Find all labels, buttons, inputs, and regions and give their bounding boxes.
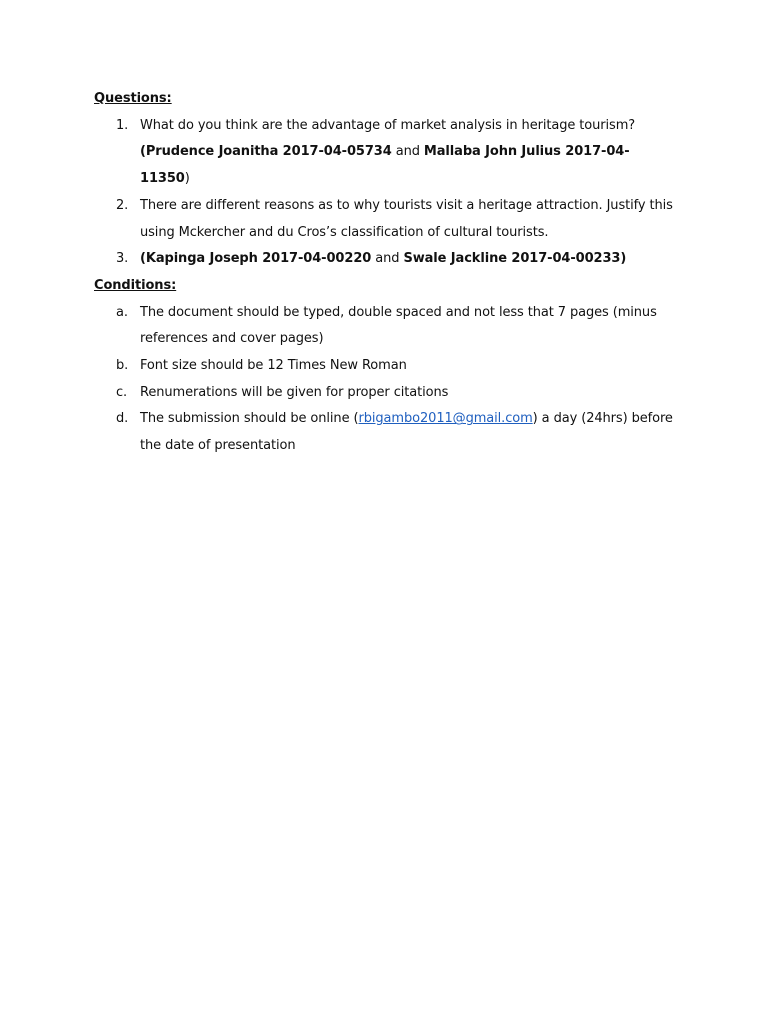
condition-item-d xyxy=(94,406,674,459)
list-marker: 2. xyxy=(116,197,129,213)
author-name: (Kapinga Joseph 2017-04-00220 xyxy=(140,251,372,267)
conditions-heading: Conditions: xyxy=(94,277,177,293)
question-item-1 xyxy=(94,113,674,193)
question-text: There are different reasons as to why tourists visit a heritage attraction. Justify this using Mckercher and du Cros’s classification of cultural tourists. xyxy=(140,197,673,240)
list-marker: c. xyxy=(116,384,128,400)
list-marker: b. xyxy=(116,358,129,374)
condition-text: ) a day (24hrs) before the date of presentation xyxy=(140,411,673,454)
author-name: Prudence Joanitha 2017-04-05734 xyxy=(145,144,392,160)
question-item-3 xyxy=(94,246,674,273)
conditions-list xyxy=(94,300,674,460)
question-item-2 xyxy=(94,193,674,246)
condition-text: The submission should be online ( xyxy=(140,411,359,427)
condition-text: The document should be typed, double spaced and not less that 7 pages (minus references and cover pages) xyxy=(140,304,657,347)
authors-joiner: and xyxy=(391,144,424,160)
questions-list xyxy=(94,113,674,273)
condition-text: Renumerations will be given for proper citations xyxy=(140,384,449,400)
question-text: What do you think are the advantage of market analysis in heritage tourism? xyxy=(140,117,636,133)
list-marker: d. xyxy=(116,411,129,427)
condition-item-b xyxy=(94,353,674,380)
author-name: Swale Jackline 2017-04-00233) xyxy=(403,251,627,267)
condition-item-a xyxy=(94,300,674,353)
authors-close: ) xyxy=(184,171,190,187)
condition-item-c xyxy=(94,380,674,407)
condition-text: Font size should be 12 Times New Roman xyxy=(140,358,407,374)
authors-joiner: and xyxy=(371,251,404,267)
list-marker: 3. xyxy=(116,251,129,267)
author-name: Mallaba John Julius 2017-04-11350 xyxy=(140,144,630,187)
list-marker: 1. xyxy=(116,117,129,133)
questions-heading: Questions: xyxy=(94,91,172,106)
email-link[interactable]: rbigambo2011@gmail.com xyxy=(358,411,533,427)
authors-open: ( xyxy=(140,144,146,160)
document-body xyxy=(94,86,674,460)
list-marker: a. xyxy=(116,304,128,320)
